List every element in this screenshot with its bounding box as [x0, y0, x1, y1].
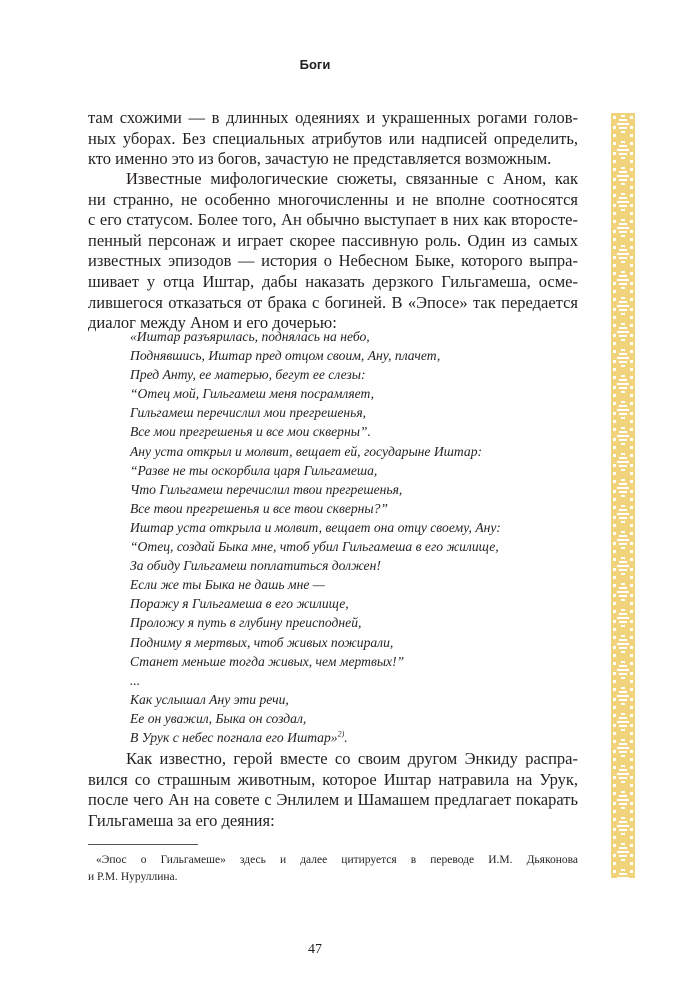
- text-line: кто именно это из богов, зачастую не представляется возможным.: [88, 149, 552, 169]
- text-line: Известные мифологические сюжеты, связанные с Аном, как: [126, 169, 578, 188]
- poem-line: Иштар уста открыла и молвит, вещает она отцу своему, Ану:: [130, 519, 501, 535]
- poem-ellipsis: ...: [130, 672, 141, 688]
- text-line: Гильгамеша за его деяния:: [88, 810, 275, 830]
- running-header: Боги: [299, 57, 331, 72]
- poem-line: Гильгамеш перечислил мои прегрешенья,: [130, 405, 367, 421]
- footnote-line: «Эпос о Гильгамеше» здесь и далее цитируется в переводе И.М. Дьяконова: [96, 854, 578, 866]
- poem-line: Ее он уважил, Быка он создал,: [130, 710, 307, 726]
- poem-line: Что Гильгамеш перечислил твои прегрешенья,: [130, 481, 403, 497]
- footnote-line: и Р.М. Нуруллина.: [88, 871, 178, 883]
- text-line: с его статусом. Более того, Ан обычно выступает в них как второсте-: [88, 210, 578, 230]
- poem-line-text: В Урук с небес погнала его Иштар»: [130, 729, 338, 745]
- text-line: Как известно, герой вместе со своим другом Энкиду распра-: [126, 749, 578, 768]
- text-line: шивает у отца Иштар, дабы наказать дерзкого Гильгамеша, осме-: [88, 271, 578, 291]
- poem-line: Все мои прегрешенья и все мои скверны”.: [130, 424, 371, 440]
- text-line: лившегося отказаться от брака с богиней. В «Эпосе» так передается: [88, 292, 578, 312]
- poem-line: “Разве не ты оскорбила царя Гильгамеша,: [130, 462, 378, 478]
- text-line: ни странно, не особенно многочисленны и не вполне соотносятся: [88, 189, 578, 209]
- poem-line: Если же ты Быка не дашь мне —: [130, 577, 325, 593]
- poem-line: Проложу я путь в глубину преисподней,: [130, 615, 362, 631]
- poem-line: За обиду Гильгамеш поплатиться должен!: [130, 558, 381, 574]
- text-line: диалог между Аном и его дочерью:: [88, 313, 337, 333]
- footnote: [88, 852, 578, 886]
- footnote-divider: [88, 844, 198, 845]
- paragraph-2: [88, 169, 578, 334]
- poem-line: Подниму я мертвых, чтоб живых пожирали,: [130, 634, 394, 650]
- poem-line: Поднявшись, Иштар пред отцом своим, Ану, плачет,: [130, 348, 441, 364]
- poem-line: Все твои прегрешенья и все твои скверны?”: [130, 500, 388, 516]
- poem-line: «Иштар разъярилась, поднялась на небо,: [130, 329, 370, 344]
- page-number: 47: [308, 942, 322, 957]
- poem-line: Станет меньше тогда живых, чем мертвых!”: [130, 653, 405, 669]
- poem-line: Пред Анту, ее матерью, бегут ее слезы:: [130, 367, 366, 383]
- poem-line: “Отец мой, Гильгамеш меня посрамляет,: [130, 386, 375, 402]
- footnote-reference[interactable]: 2): [337, 729, 345, 739]
- text-line: пенный персонаж и играет скорее пассивную роль. Один из самых: [88, 230, 578, 250]
- poem-line: Ану уста открыл и молвит, вещает ей, государыне Иштар:: [130, 443, 483, 459]
- text-line: вился со страшным животным, которое Иштар натравила на Урук,: [88, 769, 578, 789]
- text-line: ных уборах. Без специальных атрибутов или надписей определить,: [88, 128, 578, 148]
- poem-line: Как услышал Ану эти речи,: [130, 691, 289, 707]
- poem-line: Поражу я Гильгамеша в его жилище,: [130, 596, 349, 612]
- decorative-ornament-band: [611, 113, 635, 878]
- paragraph-3: [88, 749, 578, 831]
- poem-line: [130, 728, 570, 747]
- poem-line: “Отец, создай Быка мне, чтоб убил Гильгамеша в его жилище,: [130, 539, 499, 555]
- poem-period: .: [344, 729, 348, 745]
- text-line: там схожими — в длинных одеяниях и украшенных рогами голов-: [88, 108, 578, 127]
- epic-quotation: [130, 327, 570, 747]
- text-line: известных эпизодов — история о Небесном Быке, которого выпра-: [88, 251, 578, 271]
- paragraph-1: [88, 108, 578, 170]
- text-line: после чего Ан на совете с Энлилем и Шамашем предлагает покарать: [88, 790, 578, 810]
